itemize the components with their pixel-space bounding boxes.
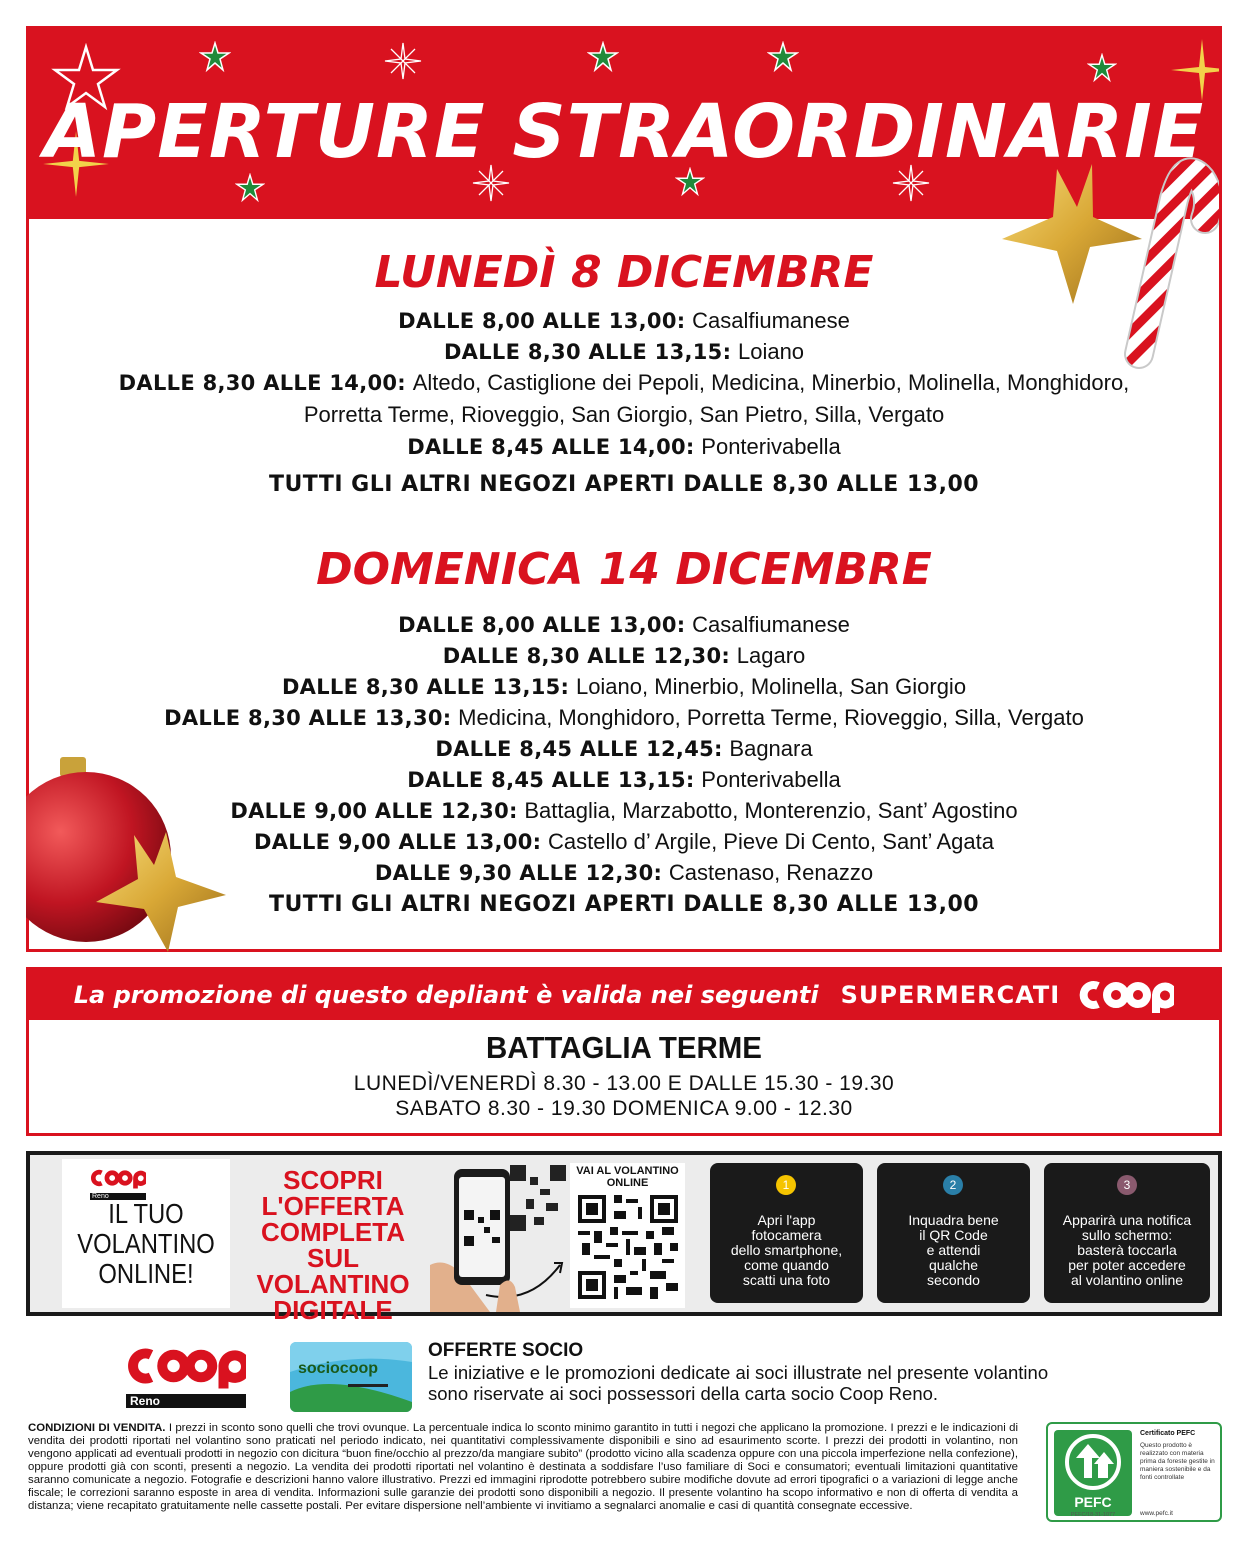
conditions-text: I prezzi in sconto sono quelli che trovi ovunque. La percentuale indica lo sconto minimo garantito in tutti i negozi che applicano la promozione. I prezzi e le indicazioni di vendita dei prodotti riportati nel volantino sono praticati nel periodo indicato, nei quantitativi complessivamente disponibili e sino ad esaurimento scorte. I prezzi dei prodotti in volantino, non vengono applicati ad eventuali prodotti in negozio con dicitura “buon fine/occhio al prezzo/da mangiare subito” (prodotto vicino alla scadenza oppure con una piccola imperfezione nella confezione), oppure prodotti già con sconti, presenti a negozio. La vendita dei prodotti riportati nel volantino è destinata a soddisfare l’uso familiare di Soci e consumatori; eventuali limitazioni quantitative saranno comunicate a negozio. Fotografie e descrizioni hanno valore illustrativo. Prezzi ed immagini riprodotte potrebbero subire modifiche dovute ad errori tipografici o a variazioni di legge anche fiscale; le correzioni saranno esposte in area di vendita. Informazioni sulle garanzie dei prodotti sono disponibili a negozio. Il presente volantino ha scopo informativo e non di offerta di vendita a distanza; viene recapitato gratuitamente nelle cassette postali. Per evitare dispersione nell’ambiente vi invitiamo a segnalarci anomalie e casi di quantità consegnate eccessive. (28, 1422, 1018, 1512)
hours-line: DALLE 8,30 ALLE 13,15: Loiano, Minerbio, Molinella, San Giorgio (281, 674, 967, 699)
qr-code-icon (578, 1195, 678, 1299)
step-card (710, 1163, 863, 1303)
card-brand: sociocoop (298, 1360, 379, 1377)
star-decoration-icon (1087, 53, 1117, 83)
phone-scanning-illustration (430, 1155, 580, 1312)
hours-line: DALLE 8,45 ALLE 12,45: Bagnara (435, 736, 813, 761)
supermercati-label: SUPERMERCATI (840, 981, 1061, 1009)
hours-line: DALLE 8,30 ALLE 13,15: Loiano (443, 339, 805, 364)
reno-label: Reno (90, 1193, 146, 1200)
digital-flyer-strip (26, 1151, 1222, 1325)
star-decoration-icon (767, 41, 799, 73)
qr-label: VAI AL VOLANTINO ONLINE (576, 1165, 679, 1189)
star-decoration-icon (235, 173, 265, 203)
step-text: Inquadra bene il QR Code e attendi qualche secondo (908, 1212, 999, 1288)
hours-line: DALLE 8,30 ALLE 13,30: Medicina, Monghidoro, Porretta Terme, Rioveggio, Silla, Vergato (164, 705, 1084, 730)
store-name: BATTAGLIA TERME (486, 1030, 762, 1065)
coop-logo-icon (126, 1342, 246, 1390)
coop-logo-icon (90, 1167, 146, 1189)
hours-line: DALLE 8,00 ALLE 13,00: Casalfiumanese (398, 308, 850, 333)
page-title: APERTURE STRAORDINARIE (43, 89, 1205, 175)
pefc-url: www.pefc.it (1140, 1510, 1173, 1517)
tree-icon (1054, 1430, 1132, 1496)
pefc-code: PEFC/18-31-1077 (1070, 1512, 1116, 1518)
hours-line: Porretta Terme, Rioveggio, San Giorgio, San Pietro, Silla, Vergato (303, 402, 945, 427)
hours-line: DALLE 8,30 ALLE 12,30: Lagaro (442, 643, 806, 668)
offerte-socio-text: Le iniziative e le promozioni dedicate ai soci illustrate nel presente volantino sono riservate ai soci possessori della carta socio Coop Reno. (428, 1362, 1049, 1404)
step-text: Apri l'app fotocamera dello smartphone, come quando scatti una foto (730, 1212, 843, 1288)
day-title: LUNEDÌ 8 DICEMBRE (374, 247, 874, 298)
day-title: DOMENICA 14 DICEMBRE (316, 544, 932, 595)
promo-bar (29, 970, 1219, 1020)
hours-line: DALLE 9,00 ALLE 13,00: Castello d’ Argile, Pieve Di Cento, Sant’ Agata (254, 829, 994, 854)
hours-line: DALLE 9,30 ALLE 12,30: Castenaso, Renazzo (374, 860, 874, 885)
online-flyer-logo (62, 1159, 230, 1308)
star-decoration-icon (587, 41, 619, 73)
other-stores-line: TUTTI GLI ALTRI NEGOZI APERTI DALLE 8,30 ALLE 13,00 (268, 472, 980, 497)
promo-text: La promozione di questo depliant è valida nei seguenti (73, 981, 819, 1009)
promo-store-box (26, 967, 1222, 1136)
pefc-title: Certificato PEFC (1140, 1430, 1196, 1437)
qr-code[interactable] (570, 1163, 685, 1308)
coop-small-logo (90, 1167, 146, 1200)
discover-offer-text: SCOPRI L'OFFERTA COMPLETA SUL VOLANTINO DIGITALE (256, 1165, 410, 1325)
smartphone-icon (430, 1155, 580, 1312)
hours-line: DALLE 9,00 ALLE 12,30: Battaglia, Marzabotto, Monterenzio, Sant’ Agostino (230, 798, 1018, 823)
coop-logo-icon (1078, 977, 1174, 1013)
online-flyer-title: IL TUO VOLANTINO ONLINE! (77, 1198, 215, 1289)
pefc-name: PEFC (1074, 1494, 1112, 1510)
socio-coop-card (290, 1342, 412, 1412)
pefc-text: Questo prodotto è realizzato con materia prima da foreste gestite in maniera sostenibile e da fonti controllate (1140, 1442, 1215, 1481)
coop-reno-logo (126, 1342, 246, 1406)
store-hours: LUNEDÌ/VENERDÌ 8.30 - 13.00 E DALLE 15.30 - 19.30 (353, 1072, 895, 1095)
step-number-badge: 2 (943, 1175, 963, 1195)
sale-conditions (28, 1422, 1018, 1513)
hours-line: DALLE 8,45 ALLE 13,15: Ponterivabella (407, 767, 841, 792)
other-stores-line: TUTTI GLI ALTRI NEGOZI APERTI DALLE 8,30 ALLE 13,00 (268, 892, 980, 917)
pefc-certificate (1046, 1422, 1222, 1522)
hours-line: DALLE 8,00 ALLE 13,00: Casalfiumanese (398, 612, 850, 637)
step-number-badge: 1 (776, 1175, 796, 1195)
step-card (1044, 1163, 1210, 1303)
offerte-socio-title: OFFERTE SOCIO (428, 1340, 584, 1361)
reno-label: Reno (126, 1394, 246, 1408)
step-text: Apparirà una notifica sullo schermo: basterà toccarla per poter accedere al volantino online (1062, 1212, 1192, 1288)
step-number-badge: 3 (1117, 1175, 1137, 1195)
opening-hours-panel (26, 26, 1222, 952)
hours-line: DALLE 8,45 ALLE 14,00: Ponterivabella (407, 434, 841, 459)
hours-line: DALLE 8,30 ALLE 14,00: Altedo, Castiglione dei Pepoli, Medicina, Minerbio, Molinella, Monghidoro, (118, 370, 1130, 395)
star-decoration-icon (199, 41, 231, 73)
step-card (877, 1163, 1030, 1303)
store-hours: SABATO 8.30 - 19.30 DOMENICA 9.00 - 12.30 (395, 1097, 853, 1120)
conditions-heading: CONDIZIONI DI VENDITA. (28, 1422, 166, 1434)
star-decoration-icon (383, 41, 423, 81)
